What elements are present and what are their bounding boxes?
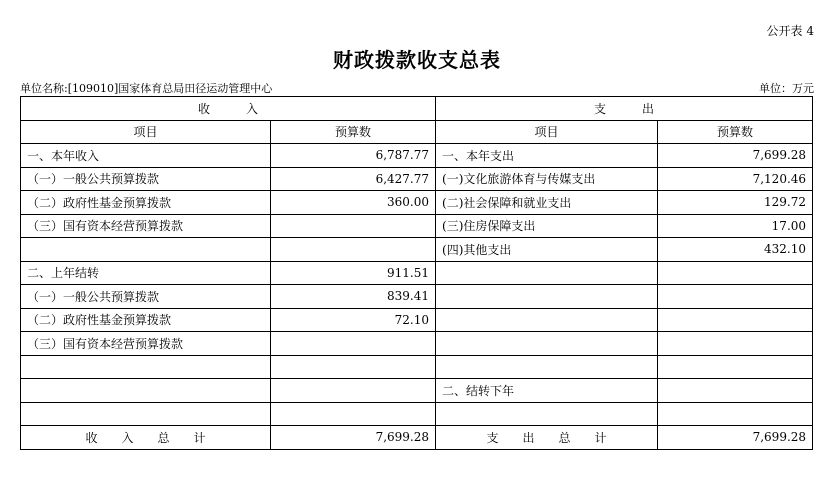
expense-item: (三)住房保障支出 xyxy=(436,214,658,238)
expense-item: 一、本年支出 xyxy=(436,144,658,168)
page-title: 财政拨款收支总表 xyxy=(333,48,501,72)
income-total-value: 7,699.28 xyxy=(271,426,436,450)
expense-value xyxy=(658,308,813,332)
income-item: 一、本年收入 xyxy=(21,144,271,168)
income-value xyxy=(271,379,436,403)
table-row xyxy=(21,214,813,238)
expense-item xyxy=(436,402,658,426)
table-row xyxy=(21,402,813,426)
table-number-label: 公开表 4 xyxy=(766,24,814,38)
income-value: 360.00 xyxy=(271,191,436,215)
income-total-label: 收 入 总 计 xyxy=(21,426,271,450)
expense-value xyxy=(658,355,813,379)
total-row xyxy=(21,426,813,450)
table-row xyxy=(21,144,813,168)
income-item: 二、上年结转 xyxy=(21,261,271,285)
table-row xyxy=(21,285,813,309)
expense-value xyxy=(658,402,813,426)
income-value xyxy=(271,238,436,262)
expense-item xyxy=(436,308,658,332)
expense-value: 432.10 xyxy=(658,238,813,262)
expense-item: (四)其他支出 xyxy=(436,238,658,262)
column-header-row xyxy=(21,120,813,144)
income-value: 911.51 xyxy=(271,261,436,285)
income-item: （二）政府性基金预算拨款 xyxy=(21,191,271,215)
income-value xyxy=(271,355,436,379)
section-header-row xyxy=(21,97,813,121)
income-value: 6,787.77 xyxy=(271,144,436,168)
table-row xyxy=(21,379,813,403)
unit-name-label: 单位名称:[109010]国家体育总局田径运动管理中心 xyxy=(20,82,273,95)
expense-item-header: 项目 xyxy=(436,120,658,144)
currency-unit-label: 单位：万元 xyxy=(759,82,814,95)
table-row xyxy=(21,308,813,332)
expense-total-value: 7,699.28 xyxy=(658,426,813,450)
budget-summary-table xyxy=(20,96,813,450)
expense-value: 129.72 xyxy=(658,191,813,215)
table-row xyxy=(21,167,813,191)
expense-item xyxy=(436,355,658,379)
income-item xyxy=(21,379,271,403)
income-value xyxy=(271,402,436,426)
income-item xyxy=(21,355,271,379)
expense-value xyxy=(658,379,813,403)
income-item: （一）一般公共预算拨款 xyxy=(21,285,271,309)
expense-budget-header: 预算数 xyxy=(658,120,813,144)
income-item: （一）一般公共预算拨款 xyxy=(21,167,271,191)
income-item: （二）政府性基金预算拨款 xyxy=(21,308,271,332)
income-item-header: 项目 xyxy=(21,120,271,144)
table-row xyxy=(21,191,813,215)
expense-value xyxy=(658,285,813,309)
expense-value xyxy=(658,261,813,285)
income-value: 839.41 xyxy=(271,285,436,309)
expense-item xyxy=(436,285,658,309)
table-row xyxy=(21,238,813,262)
income-section-header: 收 入 xyxy=(21,97,436,121)
income-item: （三）国有资本经营预算拨款 xyxy=(21,214,271,238)
expense-total-label: 支 出 总 计 xyxy=(436,426,658,450)
expense-item xyxy=(436,261,658,285)
expense-value: 7,699.28 xyxy=(658,144,813,168)
expense-item xyxy=(436,332,658,356)
table-row xyxy=(21,332,813,356)
expense-value: 17.00 xyxy=(658,214,813,238)
expense-section-header: 支 出 xyxy=(436,97,813,121)
table-row xyxy=(21,355,813,379)
income-value xyxy=(271,332,436,356)
income-value xyxy=(271,214,436,238)
income-value: 6,427.77 xyxy=(271,167,436,191)
expense-item: (一)文化旅游体育与传媒支出 xyxy=(436,167,658,191)
expense-value xyxy=(658,332,813,356)
income-value: 72.10 xyxy=(271,308,436,332)
expense-item: 二、结转下年 xyxy=(436,379,658,403)
expense-value: 7,120.46 xyxy=(658,167,813,191)
expense-item: (二)社会保障和就业支出 xyxy=(436,191,658,215)
income-budget-header: 预算数 xyxy=(271,120,436,144)
income-item xyxy=(21,402,271,426)
income-item: （三）国有资本经营预算拨款 xyxy=(21,332,271,356)
income-item xyxy=(21,238,271,262)
table-row xyxy=(21,261,813,285)
